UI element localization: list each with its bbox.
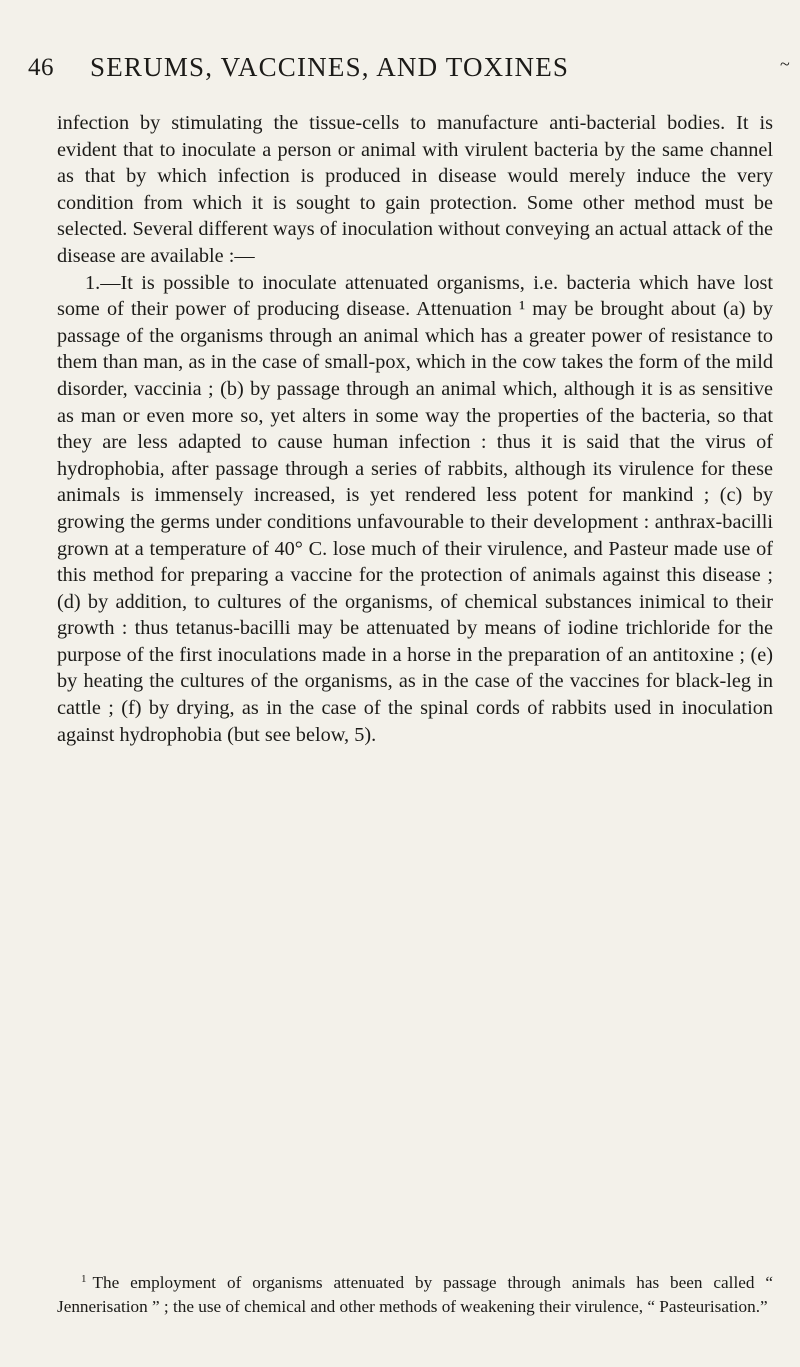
corner-mark: ~ [780,54,790,74]
footnote-text: The employment of organisms attenuated by passage through animals has been called “ Jennerisation ” ; the use of chemical and other methods of weakening their virulence, “ Pasteurisation.” [57,1273,773,1316]
paragraph-continuation: infection by stimulating the tissue-cells to manufacture anti-bacterial bodies. It is evident that to inoculate a person or animal with virulent bacteria by the same channel as that by which infection is produced in disease would merely induce the very condition from which it is sought to gain protection. Some other method must be selected. Several different ways of inoculation without conveying an actual attack of the disease are available :— [57,112,773,267]
footnote [57,1268,773,1318]
running-head [28,50,788,90]
body-text [57,110,773,748]
paragraph-attenuated-organisms: 1.—It is possible to inoculate attenuated organisms, i.e. bacteria which have lost some of their power of producing disease. Attenuation ¹ may be brought about (a) by passage of the organisms through an animal which has a greater power of resistance to them than man, as in the case of small-pox, which in the cow takes the form of the mild disorder, vaccinia ; (b) by passage through an animal which, although it is as sensitive as man or even more so, yet alters in some way the properties of the bacteria, so that they are less adapted to cause human infection : thus it is said that the virus of hydrophobia, after passage through a series of rabbits, although its virulence for these animals is immensely increased, is yet rendered less potent for mankind ; (c) by growing the germs under conditions unfavourable to their development : anthrax-bacilli grown at a temperature of 40° C. lose much of their virulence, and Pasteur made use of this method for preparing a vaccine for the protection of animals against this disease ; (d) by addition, to cultures of the organisms, of chemical substances inimical to their growth : thus tetanus-bacilli may be attenuated by means of iodine trichloride for the purpose of the first inoculations made in a horse in the preparation of an antitoxine ; (e) by heating the cultures of the organisms, as in the case of the vaccines for black-leg in cattle ; (f) by drying, as in the case of the spinal cords of rabbits used in inoculation against hydrophobia (but see below, 5). [57,271,773,746]
running-title: SERUMS, VACCINES, AND TOXINES [90,52,570,82]
page-number: 46 [28,54,54,81]
footnote-marker: 1 [81,1273,87,1285]
